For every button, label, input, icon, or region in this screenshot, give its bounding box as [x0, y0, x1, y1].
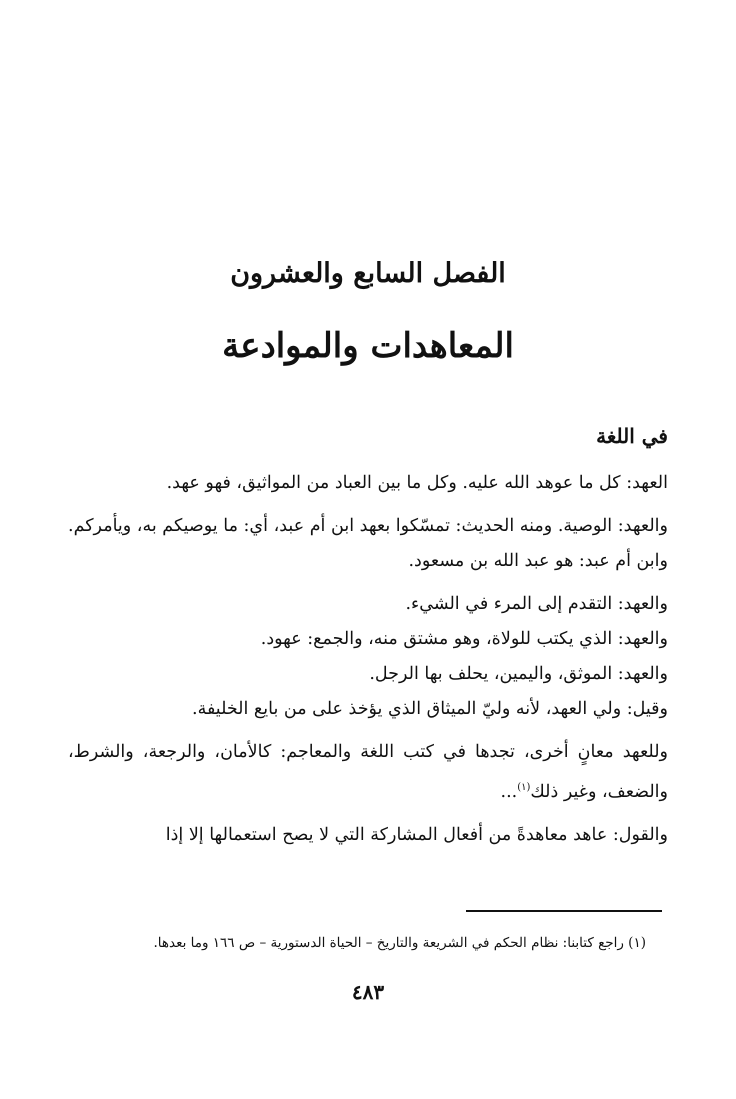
paragraph-trail: ... [500, 781, 518, 802]
paragraph: والعهد: التقدم إلى المرء في الشيء. [405, 594, 668, 614]
paragraph: العهد: كل ما عوهد الله عليه. وكل ما بين العباد من المواثيق، فهو عهد. [166, 473, 668, 493]
paragraph-with-footnote [68, 735, 668, 810]
footnote: (١) راجع كتابنا: نظام الحكم في الشريعة والتاريخ – الحياة الدستورية – ص ١٦٦ وما بعدها. [153, 935, 646, 951]
chapter-title: المعاهدات والموادعة [222, 326, 514, 366]
paragraph: وقيل: ولي العهد، لأنه وليّ الميثاق الذي يؤخذ على من بايع الخليفة. [192, 699, 668, 719]
paragraph-text: وللعهد معانٍ أخرى، تجدها في كتب اللغة والمعاجم: كالأمان، والرجعة، والشرط، والضعف، وغير ذلك [68, 742, 668, 802]
paragraph: والقول: عاهد معاهدةً من أفعال المشاركة التي لا يصح استعمالها إلا إذا [165, 824, 668, 845]
paragraph: والعهد: الوصية. ومنه الحديث: تمسّكوا بعهد ابن أم عبد، أي: ما يوصيكم به، ويأمركم. وابن أم عبد: هو عبد الله بن مسعود. [68, 516, 668, 571]
footnote-reference: (١) [517, 782, 531, 793]
chapter-label: الفصل السابع والعشرون [230, 258, 506, 289]
footnote-divider [466, 910, 662, 912]
body-text [68, 466, 668, 853]
page-number: ٤٨٣ [351, 980, 385, 1004]
section-heading: في اللغة [596, 424, 668, 448]
paragraph: والعهد: الذي يكتب للولاة، وهو مشتق منه، والجمع: عهود. [260, 629, 668, 649]
paragraph: والعهد: الموثق، واليمين، يحلف بها الرجل. [369, 664, 668, 684]
